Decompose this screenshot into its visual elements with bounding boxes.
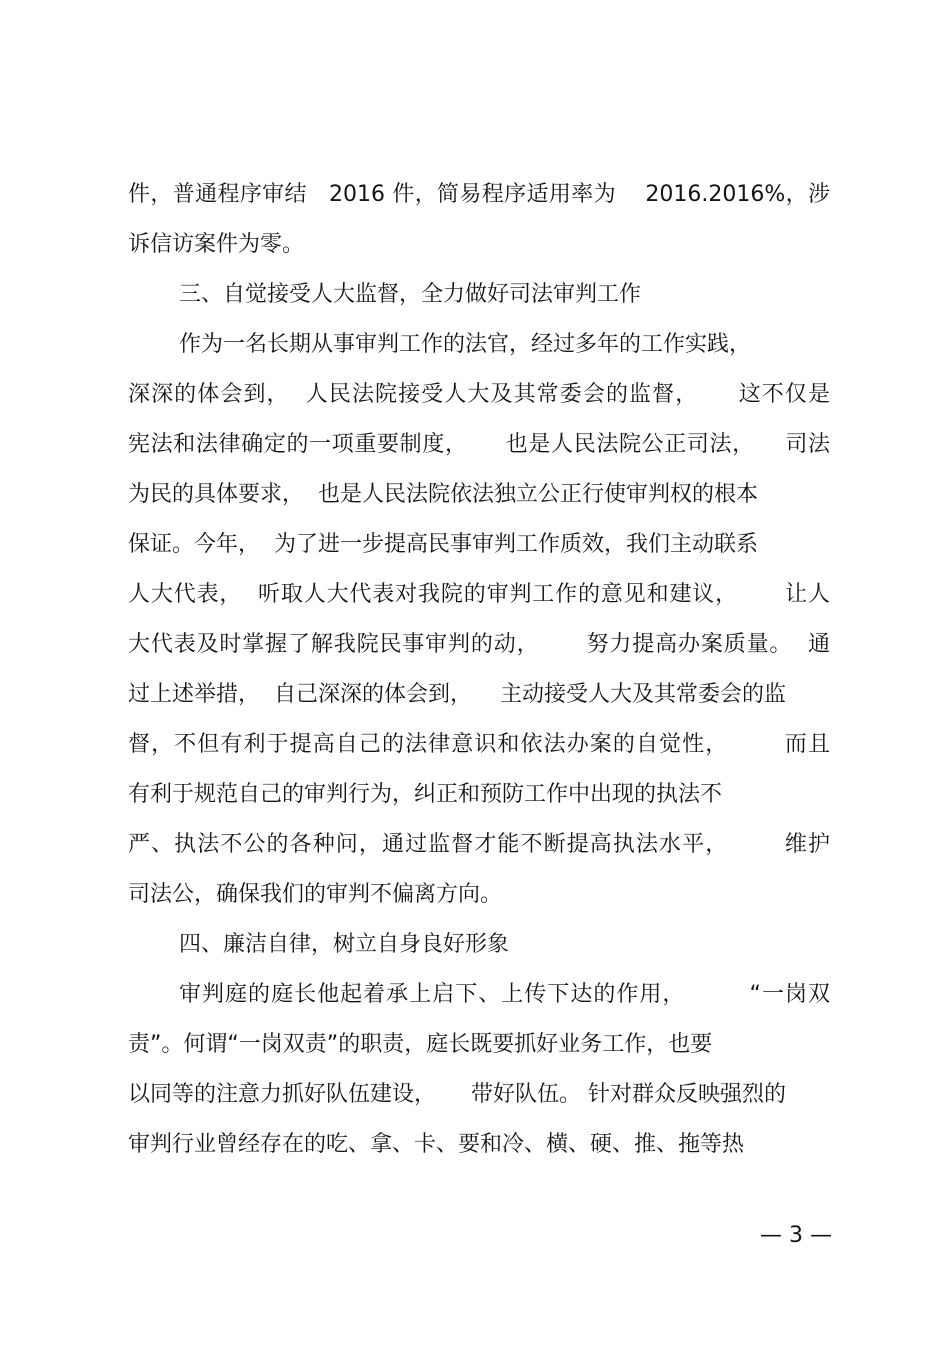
- text-line: 严、执法不公的各种问，通过监督才能不断提高执法水平， 维护: [128, 832, 830, 857]
- text-line: 保证。今年， 为了进一步提高民事审判工作质效，我们主动联系: [128, 532, 758, 557]
- text-line: 为民的具体要求， 也是人民法院依法独立公正行使审判权的根本: [128, 482, 758, 507]
- text-line: 作为一名长期从事审判工作的法官，经过多年的工作实践，: [179, 332, 752, 357]
- text-line: 审判庭的庭长他起着承上启下、上传下达的作用， “一岗双: [179, 982, 830, 1007]
- text-line: 以同等的注意力抓好队伍建设， 带好队伍。 针对群众反映强烈的: [128, 1082, 786, 1107]
- text-line: 件，普通程序审结 2016 件，简易程序适用率为 2016.2016%，涉: [128, 182, 830, 207]
- page-number: — 3 —: [760, 1223, 832, 1248]
- text-line: 人大代表， 听取人大代表对我院的审判工作的意见和建议， 让人: [128, 582, 830, 607]
- text-line: 有利于规范自己的审判行为，纠正和预防工作中出现的执法不: [128, 782, 723, 807]
- text-line: 责”。何谓“一岗双责”的职责，庭长既要抓好业务工作，也要: [128, 1032, 713, 1057]
- section-heading: 三、自觉接受人大监督，全力做好司法审判工作: [179, 282, 642, 307]
- section-heading: 四、廉洁自律，树立自身良好形象: [179, 932, 510, 957]
- text-line: 审判行业曾经存在的吃、拿、卡、要和冷、横、硬、推、拖等热: [128, 1132, 745, 1157]
- text-line: 深深的体会到， 人民法院接受人大及其常委会的监督， 这不仅是: [128, 382, 830, 407]
- text-line: 宪法和法律确定的一项重要制度， 也是人民法院公正司法， 司法: [128, 432, 830, 457]
- text-line: 司法公，确保我们的审判不偏离方向。: [128, 882, 503, 907]
- text-line: 大代表及时掌握了解我院民事审判的动， 努力提高办案质量。 通: [128, 632, 830, 657]
- text-line: 过上述举措， 自己深深的体会到， 主动接受人大及其常委会的监: [128, 682, 786, 707]
- text-line: 督，不但有利于提高自己的法律意识和依法办案的自觉性， 而且: [128, 732, 830, 757]
- text-line: 诉信访案件为零。: [128, 232, 305, 257]
